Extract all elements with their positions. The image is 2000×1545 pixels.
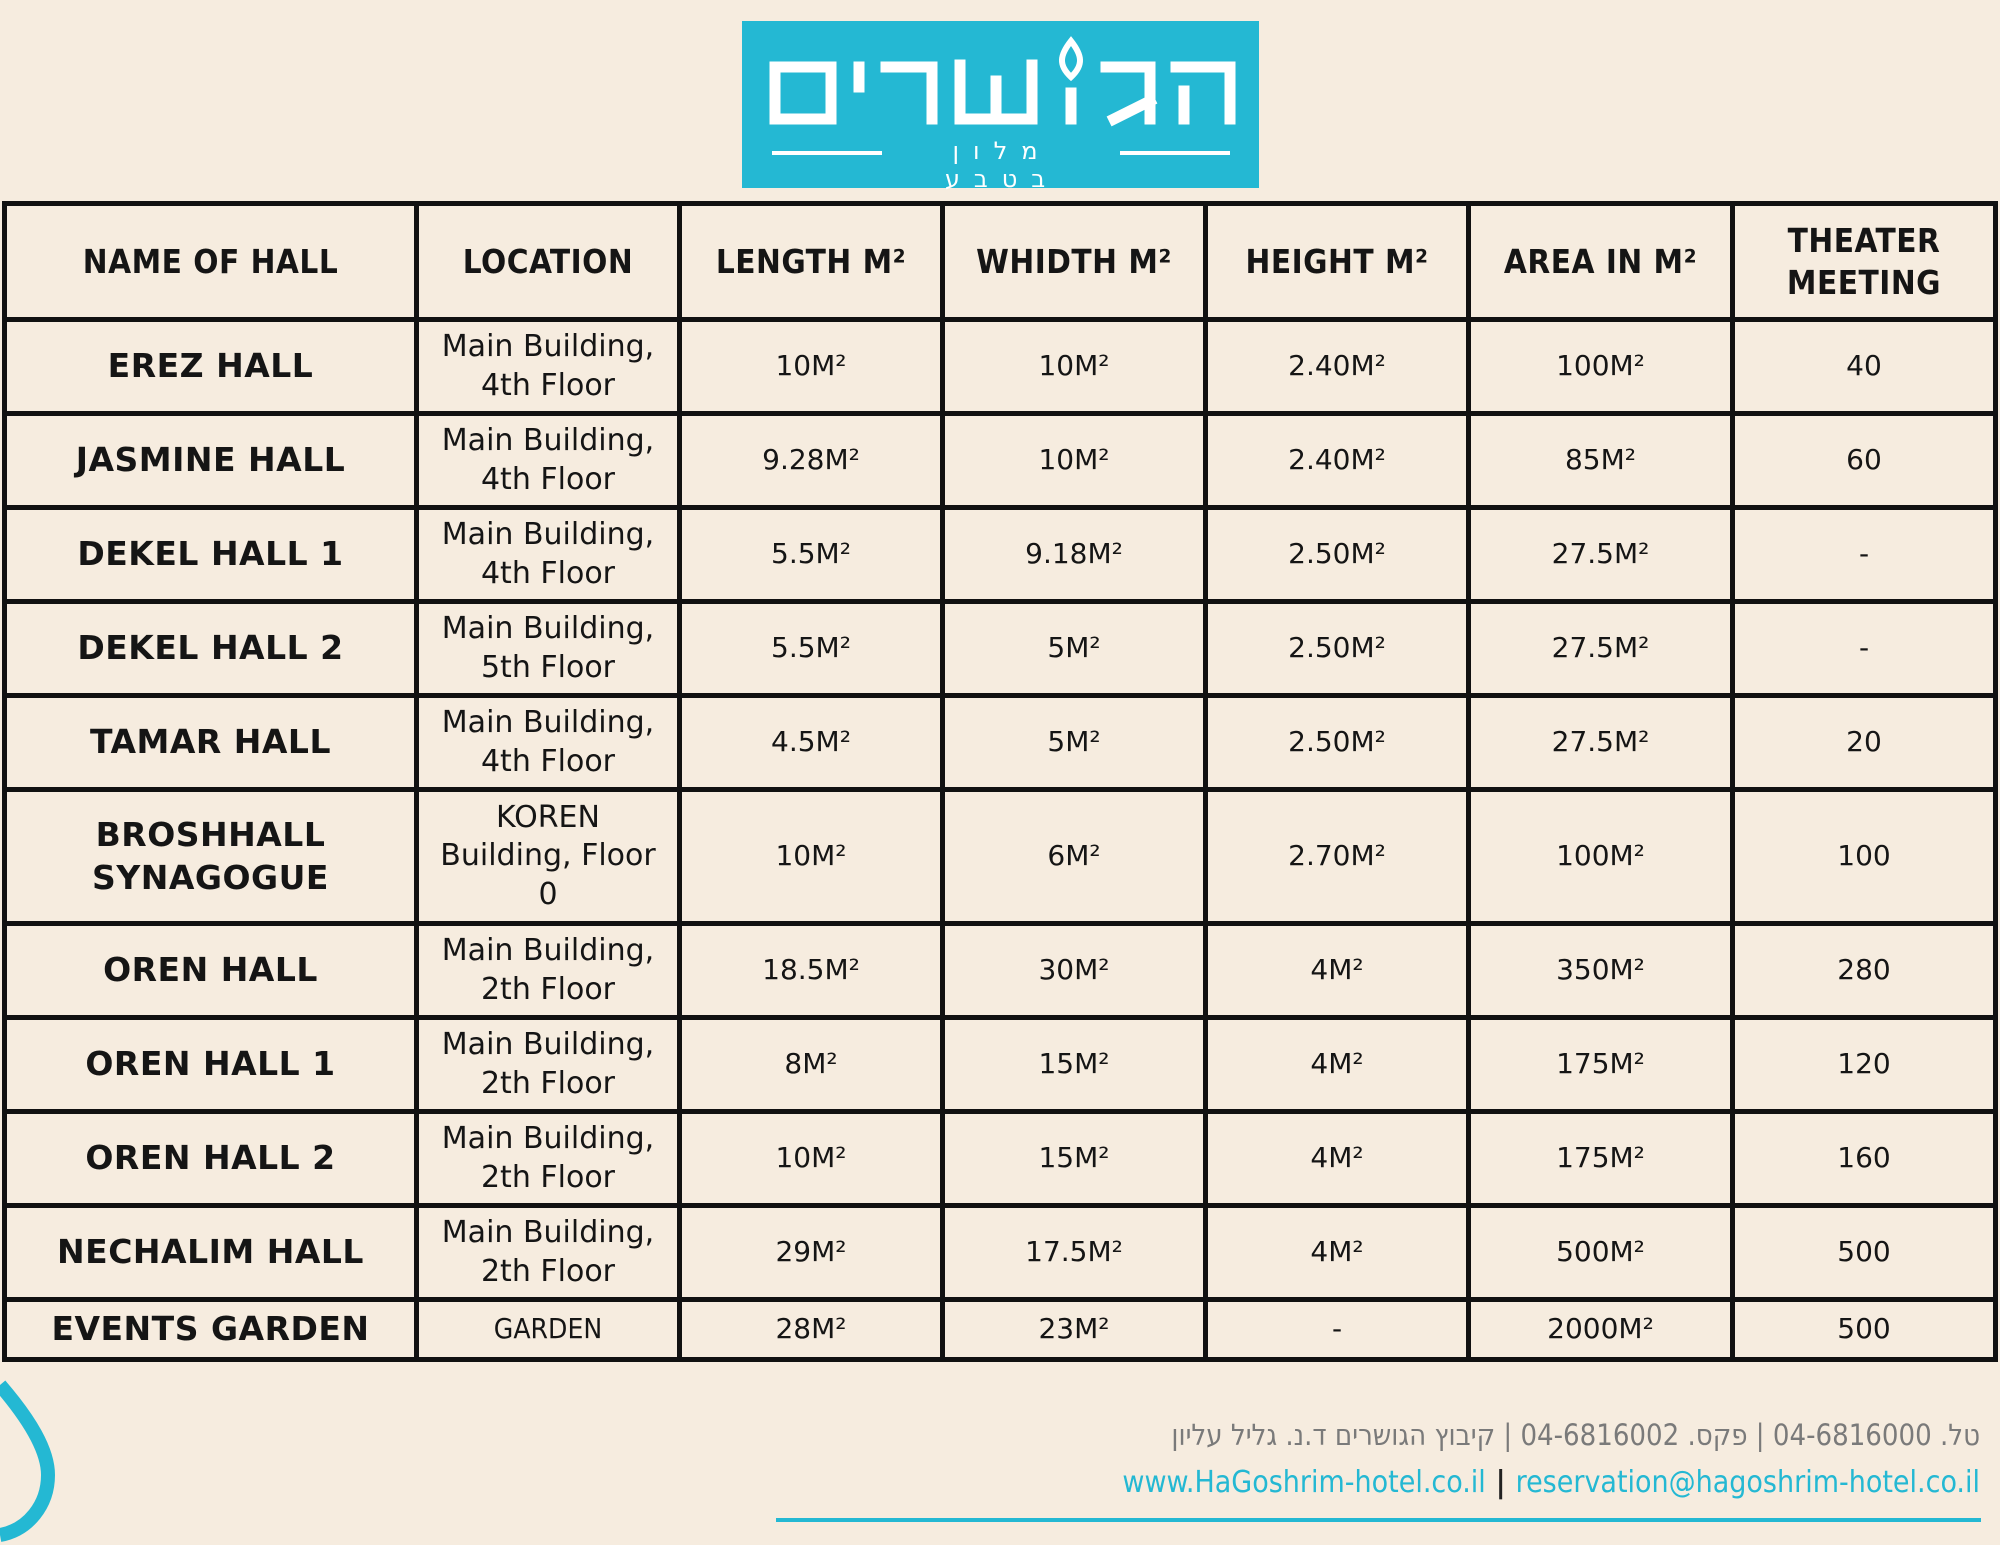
table-row bbox=[5, 924, 1996, 1018]
header-theater-line1: THEATER bbox=[1787, 221, 1941, 261]
footer-divider bbox=[776, 1518, 1981, 1522]
hall-width: 10M² bbox=[943, 414, 1206, 508]
hall-theater: 120 bbox=[1733, 1018, 1996, 1112]
header-theater bbox=[1733, 204, 1996, 320]
hall-area: 100M² bbox=[1469, 320, 1733, 414]
table-row bbox=[5, 1018, 1996, 1112]
hall-length: 28M² bbox=[680, 1300, 943, 1360]
water-drop-icon bbox=[0, 1375, 60, 1545]
hall-location-line2: 2th Floor bbox=[480, 971, 616, 1007]
website-link[interactable]: www.HaGoshrim-hotel.co.il bbox=[1122, 1465, 1486, 1500]
hall-theater: 60 bbox=[1733, 414, 1996, 508]
hall-name-line2: SYNAGOGUE bbox=[92, 857, 329, 897]
hall-location-line1: Main Building, bbox=[441, 1215, 655, 1251]
hall-location bbox=[417, 508, 680, 602]
hall-location bbox=[417, 602, 680, 696]
hall-theater: 160 bbox=[1733, 1112, 1996, 1206]
hall-location-line1: Main Building, bbox=[441, 1027, 655, 1063]
table-header-row bbox=[5, 204, 1996, 320]
hotel-logo-title bbox=[742, 21, 743, 22]
hall-length: 9.28M² bbox=[680, 414, 943, 508]
hall-name: OREN HALL bbox=[5, 924, 417, 1018]
hall-height: 2.50M² bbox=[1206, 602, 1469, 696]
hall-theater: 100 bbox=[1733, 790, 1996, 924]
hall-length: 29M² bbox=[680, 1206, 943, 1300]
hall-location-line2: 4th Floor bbox=[480, 367, 616, 403]
hall-height: 2.40M² bbox=[1206, 320, 1469, 414]
hall-width: 15M² bbox=[943, 1112, 1206, 1206]
hall-location-line1: Main Building, bbox=[441, 611, 655, 647]
hotel-logo-subtitle: מלון בטבע bbox=[944, 137, 1060, 193]
hall-area: 2000M² bbox=[1469, 1300, 1733, 1360]
table-row bbox=[5, 1300, 1996, 1360]
hall-height: 2.70M² bbox=[1206, 790, 1469, 924]
hall-width: 5M² bbox=[943, 602, 1206, 696]
hall-theater: 280 bbox=[1733, 924, 1996, 1018]
hall-name: DEKEL HALL 2 bbox=[5, 602, 417, 696]
hall-width: 5M² bbox=[943, 696, 1206, 790]
hall-name: NECHALIM HALL bbox=[5, 1206, 417, 1300]
hotel-logo bbox=[742, 21, 1259, 193]
hall-width: 17.5M² bbox=[943, 1206, 1206, 1300]
hall-location-line2: 2th Floor bbox=[480, 1065, 616, 1101]
header-name: NAME OF HALL bbox=[5, 204, 417, 320]
hall-height: - bbox=[1206, 1300, 1469, 1360]
hall-name: TAMAR HALL bbox=[5, 696, 417, 790]
hall-width: 10M² bbox=[943, 320, 1206, 414]
hall-height: 2.50M² bbox=[1206, 696, 1469, 790]
hall-name bbox=[5, 790, 417, 924]
hall-location-line2: 2th Floor bbox=[480, 1159, 616, 1195]
hall-location-line2: 5th Floor bbox=[480, 649, 616, 685]
hall-area: 27.5M² bbox=[1469, 696, 1733, 790]
table-row bbox=[5, 602, 1996, 696]
hall-location-line1: Main Building, bbox=[441, 933, 655, 969]
table-row bbox=[5, 320, 1996, 414]
hall-location-line1: GARDEN bbox=[493, 1312, 603, 1346]
hall-name-line1: BROSHHALL bbox=[95, 814, 326, 854]
hall-area: 85M² bbox=[1469, 414, 1733, 508]
hall-height: 2.50M² bbox=[1206, 508, 1469, 602]
contact-info: טל. 04-6816000 | פקס. 04-6816002 | קיבוץ הגושרים ד.נ. גליל עליון bbox=[1171, 1418, 1980, 1452]
hall-location-line1: Main Building, bbox=[441, 423, 655, 459]
hall-length: 8M² bbox=[680, 1018, 943, 1112]
hall-location bbox=[417, 320, 680, 414]
hall-location-line2: 4th Floor bbox=[480, 743, 616, 779]
email-link[interactable]: reservation@hagoshrim-hotel.co.il bbox=[1515, 1465, 1980, 1500]
table-row bbox=[5, 508, 1996, 602]
hall-name: EVENTS GARDEN bbox=[5, 1300, 417, 1360]
hall-location bbox=[417, 924, 680, 1018]
hall-location bbox=[417, 1300, 680, 1360]
hall-name: JASMINE HALL bbox=[5, 414, 417, 508]
hall-length: 18.5M² bbox=[680, 924, 943, 1018]
hall-length: 5.5M² bbox=[680, 602, 943, 696]
hall-name: OREN HALL 1 bbox=[5, 1018, 417, 1112]
hall-name: EREZ HALL bbox=[5, 320, 417, 414]
hall-location bbox=[417, 790, 680, 924]
table-row bbox=[5, 696, 1996, 790]
hall-height: 4M² bbox=[1206, 924, 1469, 1018]
hall-area: 175M² bbox=[1469, 1018, 1733, 1112]
hall-location-line1: Main Building, bbox=[441, 329, 655, 365]
hall-theater: 40 bbox=[1733, 320, 1996, 414]
hall-location bbox=[417, 696, 680, 790]
hall-width: 15M² bbox=[943, 1018, 1206, 1112]
hall-width: 6M² bbox=[943, 790, 1206, 924]
hall-location-line2: 4th Floor bbox=[480, 555, 616, 591]
hall-location bbox=[417, 414, 680, 508]
hall-theater: - bbox=[1733, 508, 1996, 602]
hall-area: 100M² bbox=[1469, 790, 1733, 924]
halls-table-container bbox=[2, 201, 1993, 1362]
hall-width: 30M² bbox=[943, 924, 1206, 1018]
web-links bbox=[1122, 1465, 1980, 1500]
hall-length: 5.5M² bbox=[680, 508, 943, 602]
hall-location-line1: Main Building, bbox=[441, 1121, 655, 1157]
hall-height: 4M² bbox=[1206, 1018, 1469, 1112]
hall-area: 350M² bbox=[1469, 924, 1733, 1018]
hall-width: 9.18M² bbox=[943, 508, 1206, 602]
hall-height: 4M² bbox=[1206, 1206, 1469, 1300]
hall-area: 500M² bbox=[1469, 1206, 1733, 1300]
hall-location-line1: KOREN bbox=[496, 799, 600, 835]
hall-location-line3: 0 bbox=[538, 876, 558, 912]
header-location: LOCATION bbox=[417, 204, 680, 320]
hall-location-line2: 2th Floor bbox=[480, 1253, 616, 1289]
hall-area: 27.5M² bbox=[1469, 602, 1733, 696]
hall-length: 4.5M² bbox=[680, 696, 943, 790]
hall-theater: 500 bbox=[1733, 1206, 1996, 1300]
hall-location-line1: Main Building, bbox=[441, 705, 655, 741]
hall-location bbox=[417, 1112, 680, 1206]
header-width: WHIDTH M² bbox=[943, 204, 1206, 320]
hall-location-line2: Building, Floor bbox=[440, 838, 656, 874]
header-length: LENGTH M² bbox=[680, 204, 943, 320]
hall-area: 27.5M² bbox=[1469, 508, 1733, 602]
table-row bbox=[5, 1206, 1996, 1300]
hall-width: 23M² bbox=[943, 1300, 1206, 1360]
hall-height: 4M² bbox=[1206, 1112, 1469, 1206]
hall-location-line1: Main Building, bbox=[441, 517, 655, 553]
hall-theater: 20 bbox=[1733, 696, 1996, 790]
header-height: HEIGHT M² bbox=[1206, 204, 1469, 320]
hall-name: DEKEL HALL 1 bbox=[5, 508, 417, 602]
hall-theater: 500 bbox=[1733, 1300, 1996, 1360]
hall-location bbox=[417, 1018, 680, 1112]
hall-theater: - bbox=[1733, 602, 1996, 696]
hall-height: 2.40M² bbox=[1206, 414, 1469, 508]
header-area: AREA IN M² bbox=[1469, 204, 1733, 320]
halls-table bbox=[2, 201, 1998, 1362]
table-row bbox=[5, 414, 1996, 508]
hall-length: 10M² bbox=[680, 320, 943, 414]
hall-location-line2: 4th Floor bbox=[480, 461, 616, 497]
hall-area: 175M² bbox=[1469, 1112, 1733, 1206]
table-row bbox=[5, 1112, 1996, 1206]
header-theater-line2: MEETING bbox=[1786, 262, 1942, 302]
hall-length: 10M² bbox=[680, 1112, 943, 1206]
hall-location bbox=[417, 1206, 680, 1300]
hall-name: OREN HALL 2 bbox=[5, 1112, 417, 1206]
link-separator: | bbox=[1495, 1465, 1506, 1500]
hall-length: 10M² bbox=[680, 790, 943, 924]
table-row bbox=[5, 790, 1996, 924]
